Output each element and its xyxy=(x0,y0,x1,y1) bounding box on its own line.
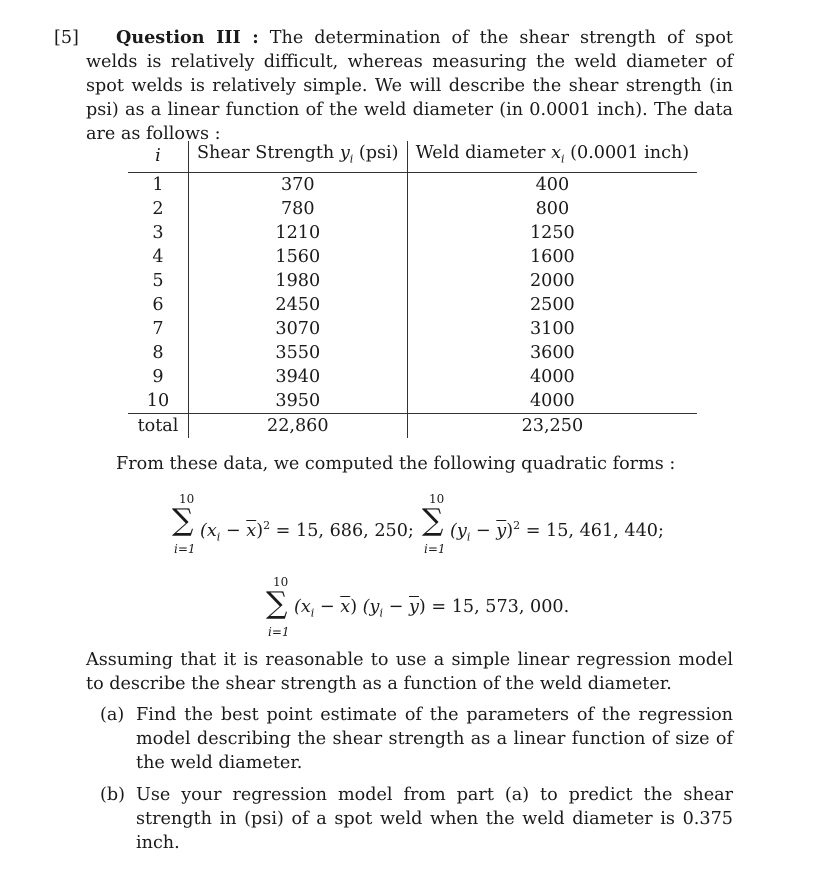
sxy-expression: $(x_i - \overline{x}) (y_i - \overline{y}) = 15$, 573, 000. xyxy=(294,597,570,620)
sum-upper-limit: 10 xyxy=(179,492,195,506)
sxx-value: = 15, 686, 250; xyxy=(275,520,414,541)
table-header-row xyxy=(128,141,697,172)
cell-index: 2 xyxy=(128,197,189,221)
syy-expression: $(y_i - \overline{y})^2 = 15$, 461, 440; xyxy=(450,519,664,544)
cell-index: 8 xyxy=(128,341,189,365)
cell-index: 7 xyxy=(128,317,189,341)
header-index: i xyxy=(128,141,189,172)
sxx-expression: $(x_i - \overline{x})^2 = 15$, 686, 250; xyxy=(200,519,414,544)
sum-sxx xyxy=(170,492,420,558)
sum-lower-limit: i=1 xyxy=(268,625,290,639)
question-title: Question III : xyxy=(116,27,259,48)
sigma-symbol: ∑ xyxy=(172,503,194,538)
data-table xyxy=(128,141,697,438)
table-row xyxy=(128,365,697,389)
table-total-row xyxy=(128,413,697,438)
cell-weld: 2500 xyxy=(529,294,575,315)
table-row xyxy=(128,197,697,221)
table-row xyxy=(128,341,697,365)
table-row xyxy=(128,293,697,317)
table-row xyxy=(128,221,697,245)
cell-index: 10 xyxy=(128,389,189,414)
total-shear: 22,860 xyxy=(189,413,408,438)
total-weld: 23,250 xyxy=(521,415,584,436)
cell-index: 1 xyxy=(128,172,189,197)
sum-lower-limit: i=1 xyxy=(424,542,446,556)
part-a-text: Find the best point estimate of the parameters of the regression model describing the shear strength as a linear function of size of the weld diameter. xyxy=(136,705,733,773)
table-row xyxy=(128,389,697,414)
part-b-label: (b) xyxy=(100,785,125,805)
cell-index: 3 xyxy=(128,221,189,245)
part-b xyxy=(100,783,733,855)
cell-shear: 1210 xyxy=(189,221,408,245)
table-row xyxy=(128,245,697,269)
sigma-symbol: ∑ xyxy=(266,586,288,621)
cell-weld: 4000 xyxy=(529,390,575,411)
cell-weld: 3100 xyxy=(529,318,575,339)
cell-weld: 800 xyxy=(535,198,570,219)
table-body xyxy=(128,172,697,413)
cell-shear: 3070 xyxy=(189,317,408,341)
table-row xyxy=(128,269,697,293)
cell-index: 5 xyxy=(128,269,189,293)
sxy-value: = 15, 573, 000. xyxy=(431,597,570,617)
part-b-text: Use your regression model from part (a) to predict the shear strength in (psi) of a spot weld when the weld diameter is 0.375 inch. xyxy=(136,785,733,853)
header-weld: Weld diameter $x_i$ (0.0001 inch) xyxy=(415,143,690,166)
cell-shear: 3950 xyxy=(189,389,408,414)
assumption-paragraph: Assuming that it is reasonable to use a simple linear regression model to describe the shear strength as a function of the weld diameter. xyxy=(86,650,733,694)
cell-weld: 2000 xyxy=(529,270,575,291)
sum-sxy xyxy=(264,575,570,641)
computed-intro: From these data, we computed the following quadratic forms : xyxy=(116,454,676,474)
cell-index: 9 xyxy=(128,365,189,389)
cell-weld: 1250 xyxy=(529,222,575,243)
table-row xyxy=(128,172,697,197)
cell-shear: 1980 xyxy=(189,269,408,293)
cell-shear: 370 xyxy=(189,172,408,197)
cell-shear: 1560 xyxy=(189,245,408,269)
cell-shear: 3550 xyxy=(189,341,408,365)
sum-upper-limit: 10 xyxy=(273,575,289,589)
sum-lower-limit: i=1 xyxy=(174,542,196,556)
cell-weld: 1600 xyxy=(529,246,575,267)
question-intro: The determination of the shear strength of spot welds is relatively difficult, whereas measuring the weld diameter of spot welds is relatively simple. We will describe the shear strength (in psi) as a linear function of the weld diameter (in 0.0001 inch). The data are as follows : xyxy=(86,28,733,144)
sum-upper-limit: 10 xyxy=(429,492,445,506)
cell-shear: 3940 xyxy=(189,365,408,389)
cell-weld: 4000 xyxy=(529,366,575,387)
header-shear: Shear Strength $y_i$ (psi) xyxy=(189,141,408,172)
cell-weld: 3600 xyxy=(529,342,575,363)
part-a xyxy=(100,703,733,775)
cell-weld: 400 xyxy=(535,174,570,195)
cell-shear: 2450 xyxy=(189,293,408,317)
part-a-label: (a) xyxy=(100,705,125,725)
sum-syy xyxy=(420,492,680,558)
question-paragraph xyxy=(54,26,733,146)
cell-shear: 780 xyxy=(189,197,408,221)
cell-index: 6 xyxy=(128,293,189,317)
question-number: [5] xyxy=(54,28,79,48)
total-label: total xyxy=(128,413,189,438)
table-row xyxy=(128,317,697,341)
syy-value: = 15, 461, 440; xyxy=(525,520,664,541)
question-parts xyxy=(100,703,733,863)
cell-index: 4 xyxy=(128,245,189,269)
sigma-symbol: ∑ xyxy=(422,503,444,538)
